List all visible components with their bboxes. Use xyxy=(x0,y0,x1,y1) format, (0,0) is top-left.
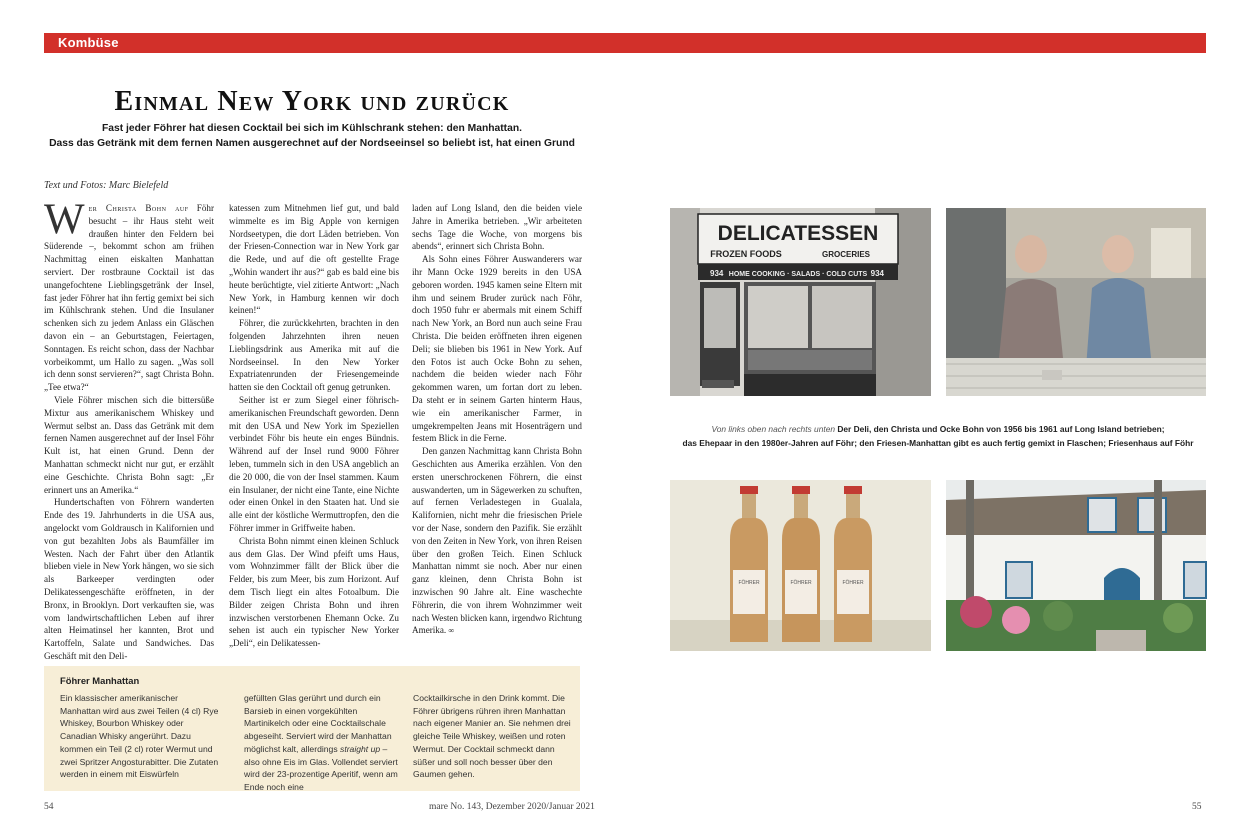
section-label: Kombüse xyxy=(58,35,119,50)
frisian-house-photo xyxy=(946,480,1206,651)
body-column-2 xyxy=(229,202,399,664)
recipe-title: Föhrer Manhattan xyxy=(60,675,140,686)
section-bar xyxy=(44,33,1206,53)
bottle-label: FÖHRER xyxy=(790,580,812,586)
bottle-label: FÖHRER xyxy=(738,580,760,586)
paragraph: Als Sohn eines Föhrer Auswanderers war ihr Mann Ocke 1929 bereits in den USA geboren worden. 1945 kamen seine Eltern mit ihm und seinem Bruder zurück nach Föhr, doch 1950 fuhr er abermals mit einem Schiff nach New York, an Bord nun auch seine Frau Christa. Die beiden eröffneten ihren eigenen Deli; sie blieben bis 1961 in New York. Auf den Fotos ist auch Ocke Bohn zu sehen, nachdem die beiden wieder nach Föhr gekommen waren, um fortan dort zu leben. Da steht er in seinem Garten hinterm Haus, wie ein amerikanischer Farmer, in umgekrempelten Jeans mit Hosenträgern und festem Blick in die Ferne. xyxy=(412,254,582,444)
recipe-column-3: Cocktailkirsche in den Drink kommt. Die Föhrer übrigens rühren ihren Manhattan nach eigener Manier an. Sie nehmen drei gleiche Teile Whiskey, weißen und roten Wermut. Der Cocktail schmeckt dann süßer und soll noch besser über den Gaumen gehen. xyxy=(413,693,571,780)
drop-cap: W xyxy=(44,196,85,243)
recipe-column-2 xyxy=(244,692,404,792)
deli-number-left: 934 xyxy=(710,269,724,278)
caption-prefix: Von links oben nach rechts unten xyxy=(711,424,836,434)
paragraph: Viele Föhrer mischen sich die bittersüße Mixtur aus amerikanischem Whiskey und Wermut selbst an. Dass das Getränk mit dem fernen Namen ausgerechnet auf der Insel Föhr Kult ist, hat einen Grund. Denn der Manhattan schmeckt nicht nur gut, er erzählt eine Geschichte. Christa Bohn sagt: „Er erinnert uns an Amerika.“ xyxy=(44,394,214,495)
paragraph xyxy=(44,196,214,394)
caption-text: Der Deli, den Christa und Ocke Bohn von 1956 bis 1961 auf Long Island betrieben; xyxy=(835,424,1165,434)
deli-strip: HOME COOKING · SALADS · COLD CUTS xyxy=(728,271,868,278)
bottle-label: FÖHRER xyxy=(842,580,864,586)
paragraph: Föhrer, die zurückkehrten, brachten in den folgenden Jahrzehnten ihren neuen Lieblingsdrink aus Amerika mit auf die Nordseeinsel. In den New Yorker Expatriatenrunden der Friesengemeinde hatten sie den Cocktail oft genug getrunken. xyxy=(229,318,399,393)
article-title: Einmal New York und zurück xyxy=(114,86,510,117)
recipe-box xyxy=(44,666,580,791)
caption-line-2: das Ehepaar in den 1980er-Jahren auf Föhr; den Friesen-Manhattan gibt es auch fertig gemixt in Flaschen; Friesenhaus auf Föhr xyxy=(682,438,1194,448)
body-column-1 xyxy=(44,196,214,664)
byline: Text und Fotos: Marc Bielefeld xyxy=(44,180,169,191)
body-column-3 xyxy=(412,202,582,664)
opening-words: er Christa Bohn auf xyxy=(88,203,189,213)
deli-sub-right: GROCERIES xyxy=(821,250,871,259)
caption-line-1 xyxy=(670,422,1206,436)
photo-caption xyxy=(670,422,1206,450)
recipe-text: – also ohne Eis im Glas. Vollendet serviert wird der 23-prozentige Aperitif, wenn am Ende noch eine xyxy=(244,743,398,792)
lead-line-1: Fast jeder Föhrer hat diesen Cocktail bei sich im Kühlschrank stehen: den Manhattan. xyxy=(102,123,522,134)
page-number-right: 55 xyxy=(1192,802,1202,812)
recipe-text-italic: straight up xyxy=(340,743,381,754)
deli-number-right: 934 xyxy=(870,269,884,278)
article-lead xyxy=(44,121,580,151)
paragraph-text: Föhr besucht – ihr Haus steht weit draußen hinter den Feldern bei Süderende –, bekommt schon am frühen Nachmittag einen eiskalten Manhattan serviert. Der rostbraune Cocktail ist das unangefochtene Lieblingsgetränk der Insel, fast jeder Föhrer hat ihn fertig gemixt bei sich im Kühlschrank stehen. Und die Insulaner schenken sich zu jedem Anlass ein Gläschen davon ein – an Geburtstagen, Feiertagen, Sonntagen. Es reicht schon, dass der Nachbar vorbeikommt, um Hallo zu sagen. „Was soll ich denn sonst servieren?“, sagt Christa Bohn. „Tee etwa?“ xyxy=(44,203,214,393)
bottles-photo xyxy=(670,480,931,651)
deli-sign: DELICATESSEN xyxy=(717,222,879,245)
deli-sub-left: FROZEN FOODS xyxy=(710,249,782,259)
end-mark: ∞ xyxy=(448,626,455,636)
deli-storefront-photo xyxy=(670,208,931,396)
paragraph: katessen zum Mitnehmen lief gut, und bald wimmelte es im Big Apple von kernigen Nordseetypen, die dort Läden betrieben. Von der Friesen-Connection war in New York gar die Rede, und auf die oft gestellte Frage „Wohin wandert ihr aus?“ gab es bald eine bis heute berüchtigte, viel zitierte Antwort: „Nach New York, in Hamburg kennen wir doch keinen!“ xyxy=(229,203,399,316)
lead-line-2: Dass das Getränk mit dem fernen Namen ausgerechnet auf der Nordseeinsel so beliebt ist, hat einen Grund xyxy=(49,138,575,149)
paragraph: Hundertschaften von Föhrern wanderten Ende des 19. Jahrhunderts in die USA aus, angelockt vom Goldrausch in Kalifornien und von gut bezahlten Jobs als Baumfäller im Westen. Nach der Fahrt über den Atlantik blieben viele in New York hängen, wo sie sich als Barkeeper verdingten oder Delikatessengeschäfte eröffneten, in der Bronx, in Brooklyn. Dort verkauften sie, was vom landwirtschaftlichen Leben auf ihrer alten Heimatinsel her kannten, Brot und Kartoffeln, Salate und Sandwiches. Das Geschäft mit den Deli- xyxy=(44,497,214,661)
paragraph xyxy=(412,445,582,638)
page-number-left: 54 xyxy=(44,802,54,812)
paragraph: laden auf Long Island, den die beiden viele Jahre in Amerika betrieben. „Wir arbeiteten sechs Tage die Woche, von morgens bis abends“, erinnert sich Christa Bohn. xyxy=(412,203,582,252)
issue-info: mare No. 143, Dezember 2020/Januar 2021 xyxy=(429,802,595,812)
paragraph-text: Den ganzen Nachmittag kann Christa Bohn Geschichten aus Amerika erzählen. Von den ersten unerschrockenen Föhrern, die einst auswanderten, um in Sägewerken zu schuften, auf fernen Verladestegen in Gualala, Kalifornien, nicht mehr die friesischen Priele vor der Nase, sondern den Pazifik. Sie erzählt von den Zeiten in New York, von ihren Reisen über den großen Teich. Einen Schluck Manhattan nimmt sie noch. Aber nur einen ganz kleinen, denn Christa Bohn ist inzwischen 90 Jahre alt. Eine waschechte Föhrerin, die von ihrem Wohnzimmer weit nach Westen blicken kann, irgendwo Richtung Amerika. xyxy=(412,446,582,636)
recipe-text: gefüllten Glas gerührt und durch ein Barsieb in einen vorgekühlten Martinikelch oder eine Cocktailschale abgeseiht. Serviert wird der Manhattan möglichst kalt, allerdings xyxy=(244,693,392,754)
recipe-column-1: Ein klassischer amerikanischer Manhattan wird aus zwei Teilen (4 cl) Rye Whiskey, Bourbon Whiskey oder Canadian Whisky angerührt. Dazu kommen ein Teil (2 cl) roter Wermut und zwei Spritzer Angosturabitter. Die Zutaten werden in einem mit Eiswürfeln xyxy=(60,693,219,780)
paragraph: Seither ist er zum Siegel einer föhrisch-amerikanischen Freundschaft geworden. Denn mit den USA und New York im Speziellen verbindet Föhr bis heute ein enges Bündnis. Während auf der Insel rund 9000 Föhrer leben, tummeln sich in den USA angeblich an die 20 000, die von der Insel stammen. Kaum ein Insulaner, der nicht eine Tante, eine Nichte oder einen Onkel in den Staaten hat. Und sie alle eint der köstliche Wermuttropfen, den die Föhrer immer in Griffweite haben. xyxy=(229,394,399,533)
paragraph: Christa Bohn nimmt einen kleinen Schluck aus dem Glas. Der Wind pfeift ums Haus, vom Wohnzimmer fällt der Blick über die Felder, bis zum Meer, bis zum Horizont. Auf dem Tisch liegt ein altes Fotoalbum. Die Bilder zeigen Christa Bohn und ihren inzwischen verstorbenen Ehemann Ocke. Zu sehen ist auch ein typischer New Yorker „Deli“, ein Delikatessen- xyxy=(229,535,399,649)
couple-photo xyxy=(946,208,1206,396)
